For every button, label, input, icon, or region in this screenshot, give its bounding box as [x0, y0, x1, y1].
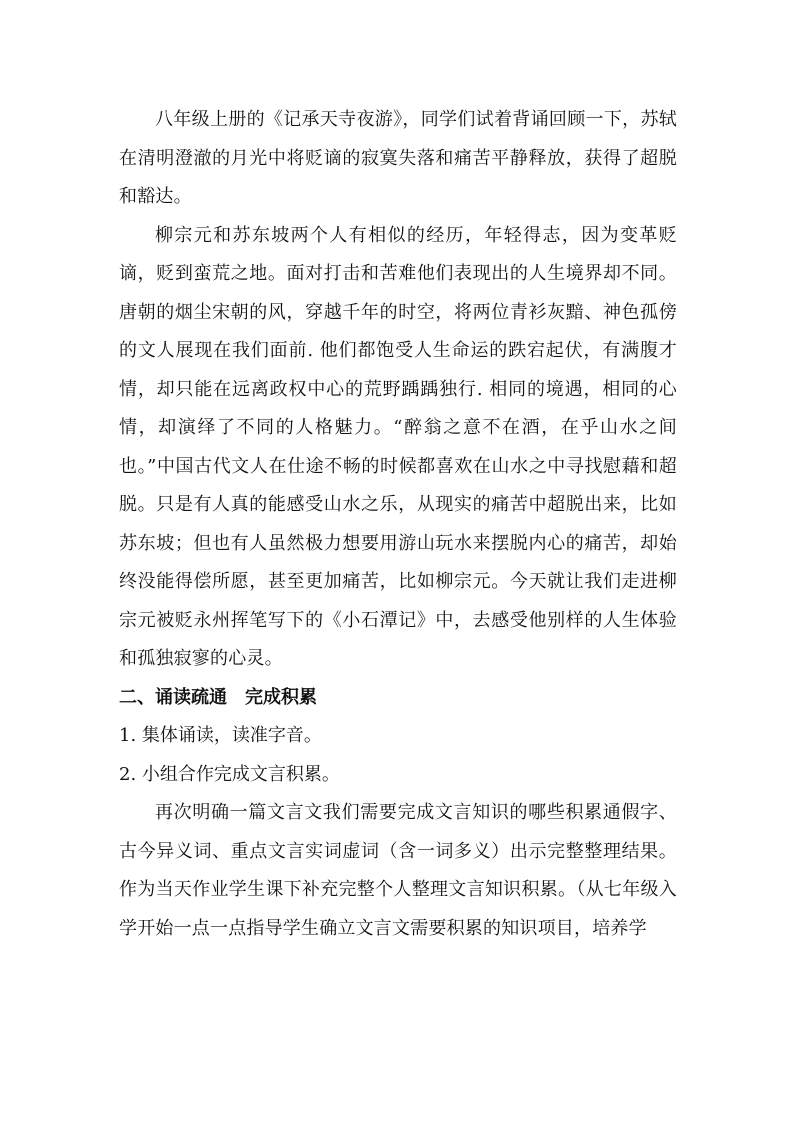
list-item-1: 1. 集体诵读，读准字音。 [119, 725, 322, 746]
comparison-paragraph: 柳宗元和苏东坡两个人有相似的经历，年轻得志，因为变革贬谪，贬到蛮荒之地。面对打击和苦难他们表现出的人生境界却不同。唐朝的烟尘宋朝的风，穿越千年的时空，将两位青衫灰黯、神色孤傍的文人展现在我们面前. 他们都饱受人生命运的跌宕起伏，有满腹才情，却只能在远离政权中心的荒野踽踽独行. 相同的境遇，相同的心情，却演绎了不同的人格魅力。“醉翁之意不在酒，在乎山水之间也。”中国古代文人在仕途不畅的时候都喜欢在山水之中寻找慰藉和超脱。只是有人真的能感受山水之乐，从现实的痛苦中超脱出来，比如苏东坡；但也有人虽然极力想要用游山玩水来摆脱内心的痛苦，却始终没能得偿所愿，甚至更加痛苦，比如柳宗元。今天就让我们走进柳宗元被贬永州挥笔写下的《小石潭记》中，去感受他别样的人生体验和孤独寂寥的心灵。 [119, 224, 677, 669]
section-heading: 二、诵读疏通 完成积累 [119, 686, 317, 708]
intro-paragraph: 八年级上册的《记承天寺夜游》，同学们试着背诵回顾一下，苏轼在清明澄澈的月光中将贬谪的寂寞失落和痛苦平静释放，获得了超脱和豁达。 [119, 109, 677, 207]
closing-paragraph: 再次明确一篇文言文我们需要完成文言知识的哪些积累通假字、古今异义词、重点文言实词虚词（含一词多义）出示完整整理结果。作为当天作业学生课下补充完整个人整理文言知识积累。（从七年级入学开始一点一点指导学生确立文言文需要积累的知识项目，培养学 [119, 802, 677, 939]
document-page [119, 101, 677, 948]
list-item-2: 2. 小组合作完成文言积累。 [119, 763, 340, 785]
